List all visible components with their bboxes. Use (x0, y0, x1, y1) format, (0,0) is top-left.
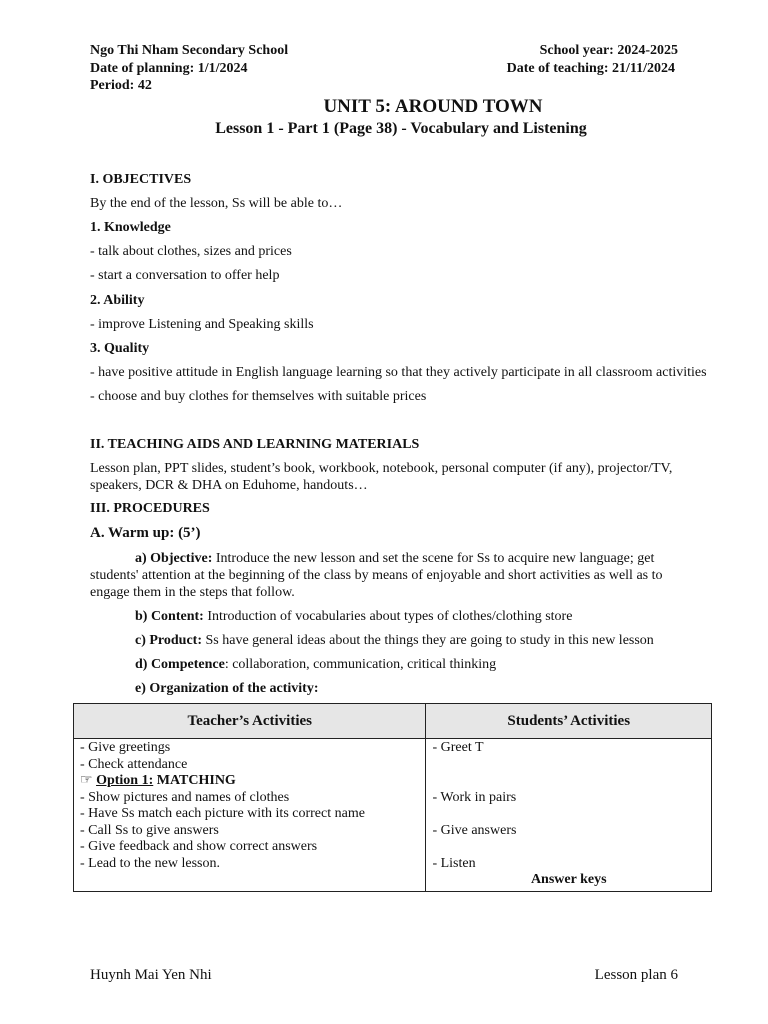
teacher-activities-header: Teacher’s Activities (74, 704, 426, 739)
quality-item: - have positive attitude in English language learning so that they actively participate in all classroom activities (90, 365, 707, 380)
objectives-intro: By the end of the lesson, Ss will be able to… (90, 196, 343, 211)
school-year: School year: 2024-2025 (539, 43, 678, 58)
list-item: - Lead to the new lesson. (80, 855, 220, 871)
teacher-activities-cell (74, 739, 426, 892)
objective-paragraph (90, 550, 700, 601)
content-line (135, 608, 572, 625)
activities-table (73, 703, 712, 892)
students-activities-cell (426, 739, 712, 892)
lesson-title: Lesson 1 - Part 1 (Page 38) - Vocabulary and Listening (215, 120, 587, 137)
option-line (80, 773, 419, 790)
period: Period: 42 (90, 78, 152, 93)
objective-label: a) Objective: (135, 551, 213, 566)
list-item: - Check attendance (80, 756, 188, 772)
pointing-hand-icon: ☞ (80, 773, 97, 788)
list-item: - Show pictures and names of clothes (80, 789, 290, 805)
organization-label: e) Organization of the activity: (135, 681, 319, 696)
list-item: - Greet T (432, 740, 484, 755)
teaching-aids-text: Lesson plan, PPT slides, student’s book, workbook, notebook, personal computer (if any), projector/TV, speakers, DCR & DHA on Eduhome, handouts… (90, 461, 673, 493)
unit-title: UNIT 5: AROUND TOWN (323, 96, 543, 117)
option-label: Option 1: (96, 773, 154, 788)
procedures-heading: III. PROCEDURES (90, 501, 210, 516)
product-text: Ss have general ideas about the things they are going to study in this new lesson (202, 633, 654, 648)
content-text: Introduction of vocabularies about types of clothes/clothing store (203, 609, 573, 624)
table-header-row (74, 704, 712, 739)
footer-doc-title: Lesson plan 6 (594, 967, 678, 983)
teaching-aids-heading: II. TEACHING AIDS AND LEARNING MATERIALS (90, 437, 420, 452)
date-of-teaching: Date of teaching: 21/11/2024 (506, 61, 675, 76)
knowledge-item: - start a conversation to offer help (90, 268, 280, 283)
knowledge-heading: 1. Knowledge (90, 220, 171, 235)
objective-text: Introduce the new lesson and set the scene for Ss to acquire new language; get students' attention at the beginning of the class by means of enjoyable and short activities as well as to engage them in the steps that follow. (90, 551, 663, 600)
warm-up-heading: A. Warm up: (5’) (90, 525, 201, 541)
list-item: - Give greetings (80, 740, 171, 755)
answer-keys-label: Answer keys (530, 872, 607, 887)
competence-label: d) Competence (135, 657, 225, 672)
list-item: - Call Ss to give answers (80, 822, 219, 838)
knowledge-item: - talk about clothes, sizes and prices (90, 244, 292, 259)
competence-line (135, 656, 496, 673)
quality-heading: 3. Quality (90, 341, 150, 356)
ability-item: - improve Listening and Speaking skills (90, 317, 314, 332)
objectives-heading: I. OBJECTIVES (90, 172, 192, 187)
product-label: c) Product: (135, 633, 202, 648)
list-item: - Give feedback and show correct answers (80, 839, 318, 854)
list-item: - Give answers (432, 822, 517, 838)
quality-item: - choose and buy clothes for themselves with suitable prices (90, 389, 427, 404)
school-name: Ngo Thi Nham Secondary School (90, 43, 289, 58)
list-item: - Listen (432, 855, 476, 871)
option-title: MATCHING (153, 773, 236, 788)
ability-heading: 2. Ability (90, 293, 145, 308)
students-activities-header: Students’ Activities (426, 704, 712, 739)
list-item: - Have Ss match each picture with its correct name (80, 806, 365, 821)
footer-author: Huynh Mai Yen Nhi (90, 967, 212, 983)
competence-text: : collaboration, communication, critical thinking (224, 657, 497, 672)
table-row (74, 739, 712, 892)
list-item: - Work in pairs (432, 789, 517, 805)
product-line (135, 632, 654, 649)
content-label: b) Content: (135, 609, 204, 624)
date-of-planning: Date of planning: 1/1/2024 (90, 61, 248, 76)
